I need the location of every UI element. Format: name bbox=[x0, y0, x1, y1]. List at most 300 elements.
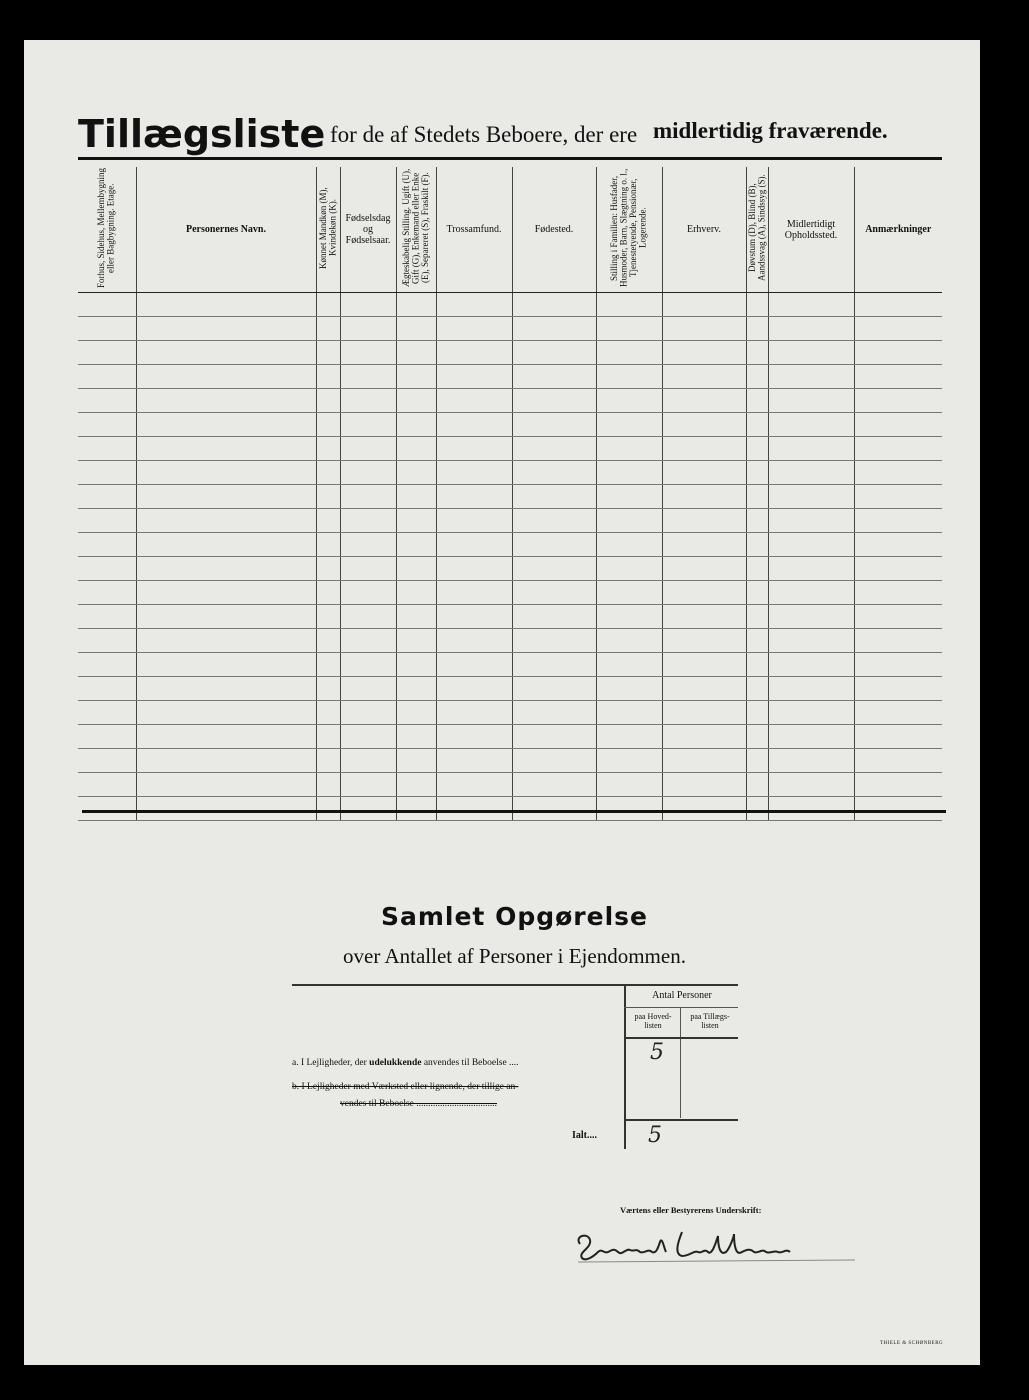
table-cell bbox=[512, 533, 596, 557]
table-cell bbox=[340, 437, 396, 461]
table-cell bbox=[746, 293, 768, 317]
table-cell bbox=[436, 557, 512, 581]
table-cell bbox=[596, 701, 662, 725]
table-cell bbox=[768, 293, 854, 317]
table-cell bbox=[396, 341, 436, 365]
table-cell bbox=[340, 773, 396, 797]
table-row bbox=[78, 461, 942, 485]
census-table bbox=[78, 167, 942, 821]
summary-row-b-line2: vendes til Beboelse .................................. bbox=[340, 1099, 497, 1109]
table-cell bbox=[662, 629, 746, 653]
table-row bbox=[78, 677, 942, 701]
table-cell bbox=[854, 389, 942, 413]
table-cell bbox=[854, 749, 942, 773]
table-cell bbox=[596, 725, 662, 749]
table-cell bbox=[768, 725, 854, 749]
col-header-religion: Trossamfund. bbox=[436, 167, 512, 293]
table-cell bbox=[396, 437, 436, 461]
table-cell bbox=[662, 509, 746, 533]
table-row bbox=[78, 341, 942, 365]
table-cell bbox=[596, 581, 662, 605]
table-cell bbox=[662, 365, 746, 389]
table-row bbox=[78, 365, 942, 389]
table-row bbox=[78, 749, 942, 773]
table-cell bbox=[596, 413, 662, 437]
table-cell bbox=[768, 389, 854, 413]
table-cell bbox=[662, 389, 746, 413]
table-cell bbox=[396, 749, 436, 773]
table-cell bbox=[340, 509, 396, 533]
table-cell bbox=[396, 581, 436, 605]
title-main: Tillægsliste bbox=[78, 112, 326, 156]
table-cell bbox=[340, 797, 396, 821]
summary-header-rule bbox=[624, 1007, 738, 1008]
table-row bbox=[78, 509, 942, 533]
table-cell bbox=[340, 389, 396, 413]
summary-subheader-rule bbox=[624, 1037, 738, 1039]
table-cell bbox=[854, 293, 942, 317]
table-cell bbox=[436, 725, 512, 749]
table-cell bbox=[746, 461, 768, 485]
table-cell bbox=[316, 749, 340, 773]
table-cell bbox=[136, 389, 316, 413]
table-cell bbox=[340, 581, 396, 605]
table-cell bbox=[340, 725, 396, 749]
table-cell bbox=[662, 533, 746, 557]
table-cell bbox=[768, 317, 854, 341]
table-cell bbox=[596, 341, 662, 365]
table-cell bbox=[768, 701, 854, 725]
table-cell bbox=[768, 653, 854, 677]
table-cell bbox=[662, 437, 746, 461]
table-cell bbox=[662, 581, 746, 605]
table-cell bbox=[396, 557, 436, 581]
table-cell bbox=[746, 677, 768, 701]
table-cell bbox=[854, 413, 942, 437]
table-cell bbox=[854, 461, 942, 485]
table-cell bbox=[746, 749, 768, 773]
table-cell bbox=[512, 389, 596, 413]
handwritten-signature bbox=[570, 1222, 860, 1268]
table-cell bbox=[436, 581, 512, 605]
col-header-family-position: Stilling i Familien: Husfader, Husmoder, Barn, Slægtning o. l., Tjenestetyende, Pensionær, Logerende. bbox=[596, 167, 662, 293]
table-cell bbox=[316, 605, 340, 629]
table-cell bbox=[316, 485, 340, 509]
summary-title: Samlet Opgørelse bbox=[380, 902, 648, 931]
table-cell bbox=[596, 677, 662, 701]
table-cell bbox=[436, 293, 512, 317]
table-cell bbox=[768, 797, 854, 821]
table-cell bbox=[340, 341, 396, 365]
table-cell bbox=[136, 797, 316, 821]
table-cell bbox=[316, 629, 340, 653]
col-header-occupation: Erhverv. bbox=[662, 167, 746, 293]
table-cell bbox=[340, 365, 396, 389]
table-cell bbox=[78, 629, 136, 653]
table-cell bbox=[512, 677, 596, 701]
table-cell bbox=[746, 509, 768, 533]
table-cell bbox=[316, 677, 340, 701]
table-cell bbox=[436, 533, 512, 557]
table-cell bbox=[436, 653, 512, 677]
summary-row-b-line1: b. I Lejligheder med Værksted eller lignende, der tillige an- bbox=[292, 1082, 519, 1092]
table-cell bbox=[396, 653, 436, 677]
printer-mark: THIELE & SCHØNBERG bbox=[880, 1341, 944, 1346]
summary-row-a: a. I Lejligheder, der udelukkende anvendes til Beboelse .... bbox=[292, 1058, 519, 1068]
table-cell bbox=[512, 605, 596, 629]
table-cell bbox=[854, 485, 942, 509]
table-cell bbox=[746, 725, 768, 749]
table-row bbox=[78, 581, 942, 605]
table-cell bbox=[78, 317, 136, 341]
antal-header: Antal Personer bbox=[652, 990, 712, 1001]
table-row bbox=[78, 797, 942, 821]
table-cell bbox=[746, 413, 768, 437]
table-cell bbox=[768, 509, 854, 533]
table-cell bbox=[854, 677, 942, 701]
table-cell bbox=[436, 413, 512, 437]
title-middle: for de af Stedets Beboere, der ere bbox=[330, 122, 638, 147]
table-cell bbox=[396, 389, 436, 413]
table-cell bbox=[768, 677, 854, 701]
table-cell bbox=[854, 341, 942, 365]
table-cell bbox=[78, 677, 136, 701]
table-cell bbox=[436, 437, 512, 461]
table-cell bbox=[854, 317, 942, 341]
header-row bbox=[78, 167, 942, 293]
table-cell bbox=[746, 437, 768, 461]
table-cell bbox=[854, 365, 942, 389]
table-row bbox=[78, 653, 942, 677]
table-cell bbox=[436, 317, 512, 341]
table-cell bbox=[662, 725, 746, 749]
table-cell bbox=[662, 413, 746, 437]
table-cell bbox=[316, 293, 340, 317]
table-cell bbox=[512, 509, 596, 533]
ialt-hoved-value: 5 bbox=[648, 1123, 662, 1148]
table-cell bbox=[854, 701, 942, 725]
table-cell bbox=[78, 581, 136, 605]
col-header-marital: Ægteskabelig Stilling. Ugift (U), Gift (G), Enkemand eller Enke (E), Separeret (S), Fraskilt (F). bbox=[396, 167, 436, 293]
table-cell bbox=[746, 389, 768, 413]
table-cell bbox=[340, 317, 396, 341]
table-cell bbox=[78, 341, 136, 365]
table-cell bbox=[340, 461, 396, 485]
table-cell bbox=[596, 605, 662, 629]
table-cell bbox=[136, 533, 316, 557]
summary-total-rule bbox=[624, 1119, 738, 1121]
table-cell bbox=[512, 437, 596, 461]
table-cell bbox=[768, 629, 854, 653]
table-cell bbox=[396, 485, 436, 509]
table-cell bbox=[340, 557, 396, 581]
table-cell bbox=[746, 605, 768, 629]
table-cell bbox=[78, 509, 136, 533]
table-cell bbox=[316, 701, 340, 725]
table-cell bbox=[136, 605, 316, 629]
table-cell bbox=[596, 533, 662, 557]
table-cell bbox=[340, 629, 396, 653]
table-cell bbox=[746, 581, 768, 605]
table-cell bbox=[78, 653, 136, 677]
table-cell bbox=[512, 365, 596, 389]
table-cell bbox=[596, 797, 662, 821]
table-cell bbox=[596, 485, 662, 509]
table-cell bbox=[136, 557, 316, 581]
table-cell bbox=[136, 701, 316, 725]
table-cell bbox=[596, 557, 662, 581]
table-cell bbox=[316, 317, 340, 341]
table-cell bbox=[136, 437, 316, 461]
table-cell bbox=[340, 677, 396, 701]
table-cell bbox=[136, 581, 316, 605]
table-cell bbox=[596, 629, 662, 653]
table-cell bbox=[396, 797, 436, 821]
table-cell bbox=[596, 317, 662, 341]
table-cell bbox=[316, 365, 340, 389]
table-cell bbox=[136, 509, 316, 533]
table-cell bbox=[512, 725, 596, 749]
table-cell bbox=[746, 485, 768, 509]
table-cell bbox=[396, 677, 436, 701]
table-cell bbox=[436, 341, 512, 365]
table-row bbox=[78, 293, 942, 317]
table-cell bbox=[854, 557, 942, 581]
table-cell bbox=[316, 581, 340, 605]
table-cell bbox=[436, 485, 512, 509]
table-cell bbox=[340, 749, 396, 773]
table-cell bbox=[78, 773, 136, 797]
table-cell bbox=[396, 701, 436, 725]
table-cell bbox=[78, 437, 136, 461]
table-cell bbox=[340, 605, 396, 629]
table-cell bbox=[136, 653, 316, 677]
table-cell bbox=[436, 605, 512, 629]
table-cell bbox=[746, 557, 768, 581]
table-cell bbox=[746, 773, 768, 797]
table-cell bbox=[768, 773, 854, 797]
table-cell bbox=[396, 773, 436, 797]
table-cell bbox=[768, 581, 854, 605]
table-cell bbox=[136, 485, 316, 509]
table-cell bbox=[662, 677, 746, 701]
table-cell bbox=[136, 365, 316, 389]
table-cell bbox=[596, 389, 662, 413]
summary-col-divider bbox=[680, 1008, 681, 1118]
table-cell bbox=[436, 509, 512, 533]
table-cell bbox=[340, 413, 396, 437]
table-cell bbox=[396, 293, 436, 317]
form-title bbox=[78, 112, 948, 158]
table-cell bbox=[768, 437, 854, 461]
table-cell bbox=[136, 293, 316, 317]
table-row bbox=[78, 605, 942, 629]
table-cell bbox=[136, 629, 316, 653]
table-cell bbox=[854, 605, 942, 629]
table-row bbox=[78, 389, 942, 413]
table-cell bbox=[396, 533, 436, 557]
table-cell bbox=[596, 437, 662, 461]
summary-divider bbox=[624, 984, 626, 1149]
table-cell bbox=[512, 749, 596, 773]
table-cell bbox=[136, 317, 316, 341]
table-cell bbox=[316, 797, 340, 821]
title-rule bbox=[78, 157, 942, 160]
table-cell bbox=[316, 533, 340, 557]
table-cell bbox=[596, 749, 662, 773]
table-cell bbox=[316, 509, 340, 533]
table-cell bbox=[662, 773, 746, 797]
table-row bbox=[78, 317, 942, 341]
table-cell bbox=[78, 557, 136, 581]
col-header-sex: Kønnet Mandkøn (M), Kvindekøn (K). bbox=[316, 167, 340, 293]
table-cell bbox=[316, 341, 340, 365]
table-cell bbox=[596, 509, 662, 533]
table-cell bbox=[768, 533, 854, 557]
table-cell bbox=[136, 725, 316, 749]
table-cell bbox=[512, 413, 596, 437]
col-tillaeg-header: paa Tillægs-listen bbox=[690, 1012, 730, 1031]
table-cell bbox=[662, 797, 746, 821]
table-cell bbox=[768, 485, 854, 509]
table-cell bbox=[512, 341, 596, 365]
table-cell bbox=[768, 557, 854, 581]
table-cell bbox=[512, 773, 596, 797]
table-row bbox=[78, 485, 942, 509]
table-cell bbox=[78, 413, 136, 437]
table-cell bbox=[854, 629, 942, 653]
table-cell bbox=[746, 701, 768, 725]
table-cell bbox=[316, 461, 340, 485]
table-cell bbox=[746, 341, 768, 365]
table-row bbox=[78, 413, 942, 437]
table-cell bbox=[436, 389, 512, 413]
table-cell bbox=[746, 365, 768, 389]
table-cell bbox=[316, 437, 340, 461]
table-cell bbox=[662, 605, 746, 629]
table-cell bbox=[78, 533, 136, 557]
table-cell bbox=[396, 461, 436, 485]
table-cell bbox=[596, 365, 662, 389]
table-cell bbox=[854, 581, 942, 605]
table-cell bbox=[596, 653, 662, 677]
table-cell bbox=[596, 773, 662, 797]
col-header-birthplace: Fødested. bbox=[512, 167, 596, 293]
table-cell bbox=[746, 797, 768, 821]
table-cell bbox=[512, 581, 596, 605]
table-cell bbox=[768, 749, 854, 773]
table-cell bbox=[662, 485, 746, 509]
table-cell bbox=[396, 317, 436, 341]
table-cell bbox=[768, 413, 854, 437]
table-cell bbox=[768, 365, 854, 389]
table-cell bbox=[512, 653, 596, 677]
table-cell bbox=[662, 341, 746, 365]
summary-rule bbox=[292, 984, 738, 986]
table-cell bbox=[396, 509, 436, 533]
table-cell bbox=[854, 437, 942, 461]
table-cell bbox=[662, 701, 746, 725]
table-cell bbox=[396, 605, 436, 629]
table-cell bbox=[436, 677, 512, 701]
table-cell bbox=[746, 629, 768, 653]
table-bottom-rule bbox=[82, 810, 946, 813]
table-cell bbox=[436, 797, 512, 821]
table-cell bbox=[768, 341, 854, 365]
table-row bbox=[78, 557, 942, 581]
table-cell bbox=[316, 413, 340, 437]
table-cell bbox=[512, 317, 596, 341]
table-row bbox=[78, 701, 942, 725]
table-cell bbox=[136, 413, 316, 437]
table-cell bbox=[768, 461, 854, 485]
table-cell bbox=[512, 797, 596, 821]
col-header-disability: Døvstum (D), Blind (B), Aandssvag (A), Sindssyg (S). bbox=[746, 167, 768, 293]
ialt-label: Ialt.... bbox=[572, 1130, 597, 1141]
table-cell bbox=[746, 533, 768, 557]
table-cell bbox=[512, 461, 596, 485]
table-cell bbox=[854, 773, 942, 797]
table-cell bbox=[662, 749, 746, 773]
table-cell bbox=[340, 701, 396, 725]
table-cell bbox=[136, 461, 316, 485]
table-cell bbox=[854, 509, 942, 533]
table-cell bbox=[136, 749, 316, 773]
table-cell bbox=[78, 749, 136, 773]
col-header-birth: Fødselsdag og Fødselsaar. bbox=[340, 167, 396, 293]
table-cell bbox=[78, 389, 136, 413]
table-cell bbox=[340, 485, 396, 509]
col-hoved-header: paa Hoved-listen bbox=[634, 1012, 672, 1031]
table-cell bbox=[78, 461, 136, 485]
table-row bbox=[78, 533, 942, 557]
table-row bbox=[78, 725, 942, 749]
table-cell bbox=[396, 365, 436, 389]
table-cell bbox=[136, 677, 316, 701]
table-cell bbox=[136, 773, 316, 797]
table-cell bbox=[512, 629, 596, 653]
table-cell bbox=[78, 701, 136, 725]
table-cell bbox=[436, 629, 512, 653]
table-cell bbox=[340, 293, 396, 317]
signature-label: Værtens eller Bestyrerens Underskrift: bbox=[620, 1205, 762, 1215]
table-cell bbox=[854, 725, 942, 749]
table-cell bbox=[78, 293, 136, 317]
table-cell bbox=[78, 485, 136, 509]
table-cell bbox=[436, 701, 512, 725]
table-cell bbox=[78, 725, 136, 749]
table-cell bbox=[316, 725, 340, 749]
table-cell bbox=[512, 557, 596, 581]
col-header-temp-residence: Midlertidigt Opholdssted. bbox=[768, 167, 854, 293]
table-cell bbox=[854, 797, 942, 821]
summary-subtitle: over Antallet af Personer i Ejendommen. bbox=[343, 944, 686, 968]
row-a-hoved-value: 5 bbox=[650, 1040, 664, 1065]
table-cell bbox=[436, 749, 512, 773]
table-row bbox=[78, 629, 942, 653]
table-cell bbox=[316, 653, 340, 677]
table-row bbox=[78, 437, 942, 461]
table-cell bbox=[436, 461, 512, 485]
table-cell bbox=[596, 293, 662, 317]
col-header-building: Forhus, Sidehus, Mellembygning eller Bagbygning. Etage. bbox=[78, 167, 136, 293]
table-cell bbox=[316, 389, 340, 413]
table-cell bbox=[512, 701, 596, 725]
table-cell bbox=[512, 485, 596, 509]
table-cell bbox=[316, 773, 340, 797]
table-cell bbox=[78, 797, 136, 821]
table-cell bbox=[746, 653, 768, 677]
